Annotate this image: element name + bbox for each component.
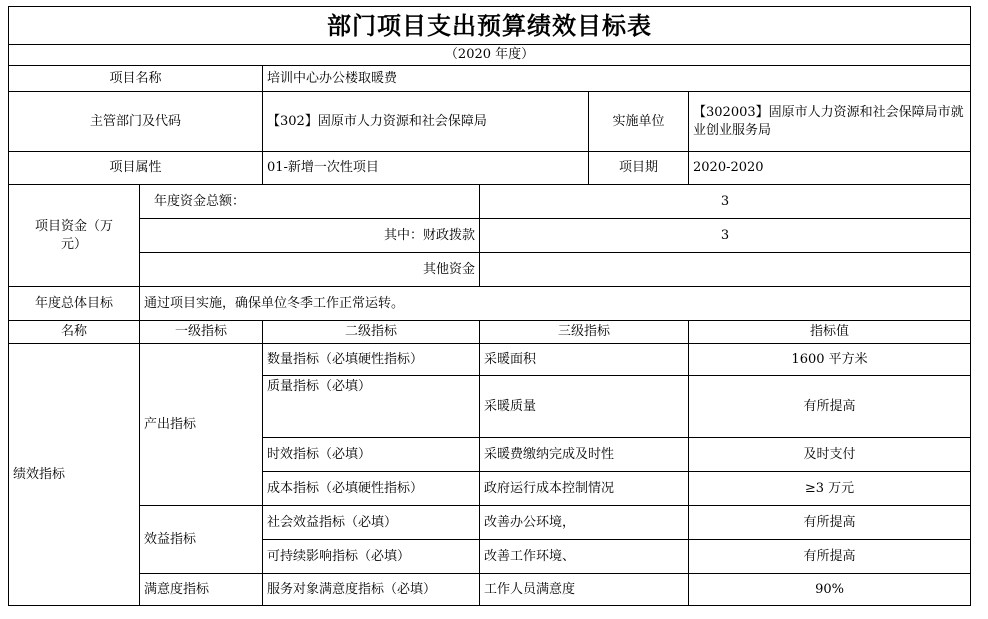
year-note: （2020 年度） — [9, 45, 971, 66]
header-value: 指标值 — [689, 321, 971, 344]
row-level2: 社会效益指标（必填） — [263, 506, 480, 540]
row-level2: 服务对象满意度指标（必填） — [263, 574, 480, 606]
impl-unit-label: 实施单位 — [589, 92, 689, 152]
row-value: 有所提高 — [689, 376, 971, 438]
perf-label: 绩效指标 — [9, 344, 140, 606]
row-level2: 质量指标（必填） — [263, 376, 480, 438]
row-level3: 改善工作环境、 — [480, 540, 689, 574]
fund-label: 项目资金（万元） — [9, 185, 140, 287]
dept-label: 主管部门及代码 — [9, 92, 263, 152]
performance-target-sheet — [8, 6, 970, 606]
header-name: 名称 — [9, 321, 140, 344]
row-value: 有所提高 — [689, 506, 971, 540]
row-value: ≥3 万元 — [689, 472, 971, 506]
row-level2: 数量指标（必填硬性指标） — [263, 344, 480, 376]
project-period-value: 2020-2020 — [689, 152, 971, 185]
header-level3: 三级指标 — [480, 321, 689, 344]
annual-goal-label: 年度总体目标 — [9, 287, 140, 321]
fund-total-label: 年度资金总额： — [140, 185, 480, 219]
fund-other-value — [480, 253, 971, 287]
row-level3: 采暖费缴纳完成及时性 — [480, 438, 689, 472]
row-level3: 政府运行成本控制情况 — [480, 472, 689, 506]
group-benefit: 效益指标 — [140, 506, 263, 574]
row-level3: 改善办公环境， — [480, 506, 689, 540]
project-period-label: 项目期 — [589, 152, 689, 185]
project-name-value: 培训中心办公楼取暖费 — [263, 66, 971, 92]
header-level2: 二级指标 — [263, 321, 480, 344]
header-level1: 一级指标 — [140, 321, 263, 344]
row-value: 有所提高 — [689, 540, 971, 574]
row-level3: 工作人员满意度 — [480, 574, 689, 606]
project-attr-label: 项目属性 — [9, 152, 263, 185]
annual-goal-value: 通过项目实施，确保单位冬季工作正常运转。 — [140, 287, 971, 321]
row-value: 及时支付 — [689, 438, 971, 472]
dept-value: 【302】固原市人力资源和社会保障局 — [263, 92, 589, 152]
row-level3: 采暖面积 — [480, 344, 689, 376]
row-level2: 时效指标（必填） — [263, 438, 480, 472]
row-level3: 采暖质量 — [480, 376, 689, 438]
project-attr-value: 01-新增一次性项目 — [263, 152, 589, 185]
fund-total-value: 3 — [480, 185, 971, 219]
row-value: 1600 平方米 — [689, 344, 971, 376]
row-level2: 成本指标（必填硬性指标） — [263, 472, 480, 506]
group-output: 产出指标 — [140, 344, 263, 506]
fund-other-label: 其他资金 — [140, 253, 480, 287]
row-level2: 可持续影响指标（必填） — [263, 540, 480, 574]
row-value: 90% — [689, 574, 971, 606]
fund-fiscal-label: 其中：财政拨款 — [140, 219, 480, 253]
fund-fiscal-value: 3 — [480, 219, 971, 253]
performance-target-table — [8, 6, 971, 606]
group-satisfaction: 满意度指标 — [140, 574, 263, 606]
impl-unit-value: 【302003】固原市人力资源和社会保障局市就业创业服务局 — [689, 92, 971, 152]
page-title: 部门项目支出预算绩效目标表 — [9, 7, 971, 45]
project-name-label: 项目名称 — [9, 66, 263, 92]
